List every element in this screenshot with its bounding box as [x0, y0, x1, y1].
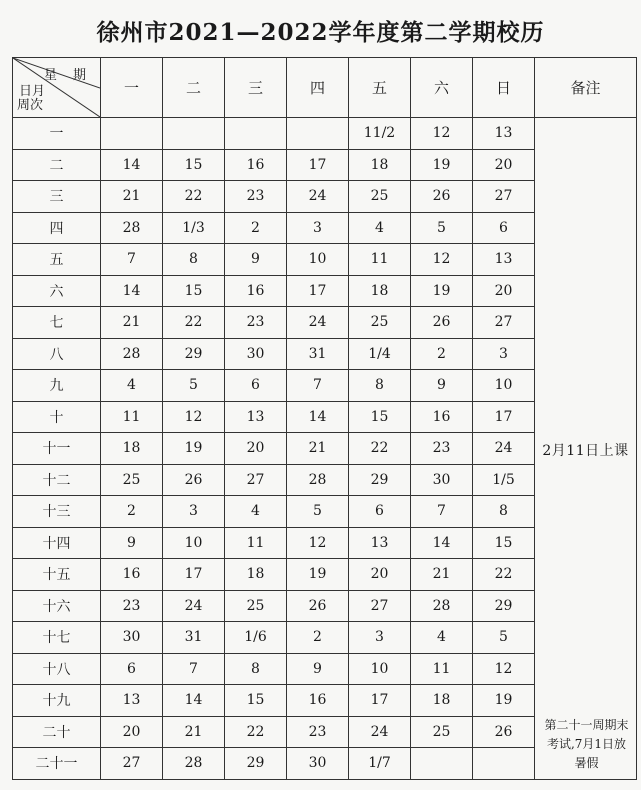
date-cell: 4	[349, 212, 411, 244]
week-label: 三	[13, 181, 101, 213]
date-cell: 27	[473, 181, 535, 213]
date-cell: 27	[349, 590, 411, 622]
date-cell: 2	[101, 496, 163, 528]
date-cell: 30	[101, 622, 163, 654]
date-cell: 18	[349, 275, 411, 307]
date-cell: 25	[101, 464, 163, 496]
date-cell: 5	[411, 212, 473, 244]
week-label: 二十	[13, 716, 101, 748]
date-cell: 1/3	[163, 212, 225, 244]
week-label: 十二	[13, 464, 101, 496]
date-cell: 4	[101, 370, 163, 402]
date-cell: 5	[287, 496, 349, 528]
week-label: 九	[13, 370, 101, 402]
date-cell: 3	[349, 622, 411, 654]
week-label: 十九	[13, 685, 101, 717]
date-cell: 11	[349, 244, 411, 276]
date-cell: 7	[411, 496, 473, 528]
header-row	[13, 58, 637, 118]
date-cell: 7	[101, 244, 163, 276]
date-cell: 26	[163, 464, 225, 496]
date-cell: 14	[411, 527, 473, 559]
week-label: 二十一	[13, 748, 101, 780]
week-label: 十六	[13, 590, 101, 622]
date-cell: 8	[473, 496, 535, 528]
date-cell: 12	[473, 653, 535, 685]
date-cell: 29	[349, 464, 411, 496]
date-cell: 21	[287, 433, 349, 465]
date-cell: 16	[101, 559, 163, 591]
date-cell: 29	[473, 590, 535, 622]
calendar-body	[13, 118, 637, 780]
remark-final-exams: 第二十一周期末考试,7月1日放暑假	[544, 717, 629, 770]
date-cell	[163, 118, 225, 150]
date-cell: 31	[287, 338, 349, 370]
date-cell: 22	[163, 307, 225, 339]
date-cell: 2	[287, 622, 349, 654]
date-cell: 16	[411, 401, 473, 433]
date-cell: 17	[473, 401, 535, 433]
corner-header	[13, 58, 101, 118]
date-cell: 21	[411, 559, 473, 591]
date-cell: 16	[225, 275, 287, 307]
date-cell: 22	[163, 181, 225, 213]
date-cell: 6	[473, 212, 535, 244]
date-cell: 14	[287, 401, 349, 433]
date-cell: 3	[163, 496, 225, 528]
date-cell: 23	[225, 181, 287, 213]
calendar-table	[12, 57, 637, 780]
date-cell: 22	[473, 559, 535, 591]
date-cell: 20	[101, 716, 163, 748]
date-cell: 24	[287, 181, 349, 213]
date-cell: 16	[225, 149, 287, 181]
date-cell: 5	[473, 622, 535, 654]
date-cell: 28	[163, 748, 225, 780]
week-label: 八	[13, 338, 101, 370]
date-cell: 21	[101, 307, 163, 339]
week-label: 十八	[13, 653, 101, 685]
week-label: 五	[13, 244, 101, 276]
date-cell: 30	[411, 464, 473, 496]
date-cell: 12	[163, 401, 225, 433]
date-cell: 29	[163, 338, 225, 370]
date-cell: 27	[101, 748, 163, 780]
date-cell: 1/5	[473, 464, 535, 496]
date-cell: 19	[473, 685, 535, 717]
date-cell: 13	[473, 118, 535, 150]
page-title: 徐州市2021—2022学年度第二学期校历	[96, 19, 545, 46]
date-cell: 21	[163, 716, 225, 748]
date-cell: 26	[473, 716, 535, 748]
day-header-mon: 一	[101, 58, 163, 118]
week-label: 十三	[13, 496, 101, 528]
week-label: 十	[13, 401, 101, 433]
date-cell: 15	[163, 149, 225, 181]
date-cell: 11/2	[349, 118, 411, 150]
date-cell: 12	[411, 244, 473, 276]
date-cell: 21	[101, 181, 163, 213]
date-cell: 9	[101, 527, 163, 559]
date-cell: 9	[411, 370, 473, 402]
date-cell: 27	[225, 464, 287, 496]
date-cell: 22	[349, 433, 411, 465]
day-header-thu: 四	[287, 58, 349, 118]
remarks-header: 备注	[535, 58, 637, 118]
date-cell: 20	[225, 433, 287, 465]
date-cell: 17	[349, 685, 411, 717]
date-cell: 19	[287, 559, 349, 591]
date-cell: 25	[349, 181, 411, 213]
date-cell: 24	[287, 307, 349, 339]
date-cell: 13	[473, 244, 535, 276]
date-cell: 8	[225, 653, 287, 685]
date-cell: 12	[287, 527, 349, 559]
date-cell: 18	[101, 433, 163, 465]
date-cell: 12	[411, 118, 473, 150]
date-cell: 28	[101, 338, 163, 370]
date-cell: 18	[411, 685, 473, 717]
date-cell: 11	[411, 653, 473, 685]
corner-label-week: 周次	[17, 98, 44, 113]
date-cell: 28	[411, 590, 473, 622]
week-label: 二	[13, 149, 101, 181]
date-cell: 15	[225, 685, 287, 717]
remark-classes-start: 2月11日上课	[542, 442, 629, 459]
remarks-cell	[535, 118, 637, 780]
date-cell: 4	[225, 496, 287, 528]
date-cell: 5	[163, 370, 225, 402]
date-cell: 16	[287, 685, 349, 717]
date-cell: 29	[225, 748, 287, 780]
day-header-fri: 五	[349, 58, 411, 118]
date-cell: 23	[101, 590, 163, 622]
date-cell: 20	[349, 559, 411, 591]
week-label: 十五	[13, 559, 101, 591]
corner-label-weekday: 星 期	[43, 68, 92, 83]
day-header-tue: 二	[163, 58, 225, 118]
date-cell: 7	[163, 653, 225, 685]
date-cell: 14	[101, 149, 163, 181]
date-cell: 30	[225, 338, 287, 370]
date-cell: 10	[349, 653, 411, 685]
date-cell: 15	[163, 275, 225, 307]
date-cell: 24	[349, 716, 411, 748]
date-cell: 28	[287, 464, 349, 496]
date-cell: 25	[411, 716, 473, 748]
date-cell: 13	[349, 527, 411, 559]
day-header-sun: 日	[473, 58, 535, 118]
date-cell: 4	[411, 622, 473, 654]
date-cell: 26	[287, 590, 349, 622]
date-cell: 20	[473, 275, 535, 307]
date-cell: 10	[287, 244, 349, 276]
date-cell: 17	[287, 275, 349, 307]
date-cell: 17	[287, 149, 349, 181]
date-cell: 10	[473, 370, 535, 402]
corner-label-date: 日月	[19, 84, 46, 99]
date-cell: 6	[225, 370, 287, 402]
date-cell: 6	[101, 653, 163, 685]
date-cell: 13	[225, 401, 287, 433]
date-cell: 8	[163, 244, 225, 276]
date-cell: 26	[411, 181, 473, 213]
date-cell: 18	[349, 149, 411, 181]
date-cell: 24	[163, 590, 225, 622]
date-cell: 31	[163, 622, 225, 654]
date-cell: 11	[225, 527, 287, 559]
date-cell	[287, 118, 349, 150]
day-header-wed: 三	[225, 58, 287, 118]
date-cell: 30	[287, 748, 349, 780]
date-cell: 19	[411, 149, 473, 181]
date-cell: 25	[349, 307, 411, 339]
date-cell: 19	[411, 275, 473, 307]
date-cell: 23	[225, 307, 287, 339]
date-cell: 9	[287, 653, 349, 685]
date-cell: 24	[473, 433, 535, 465]
date-cell	[411, 748, 473, 780]
date-cell: 27	[473, 307, 535, 339]
date-cell	[101, 118, 163, 150]
date-cell: 3	[473, 338, 535, 370]
week-label: 十一	[13, 433, 101, 465]
date-cell: 22	[225, 716, 287, 748]
week-label: 四	[13, 212, 101, 244]
date-cell: 10	[163, 527, 225, 559]
date-cell: 14	[101, 275, 163, 307]
date-cell: 15	[349, 401, 411, 433]
week-label: 十七	[13, 622, 101, 654]
week-label: 七	[13, 307, 101, 339]
date-cell: 8	[349, 370, 411, 402]
date-cell: 18	[225, 559, 287, 591]
date-cell: 25	[225, 590, 287, 622]
week-label: 一	[13, 118, 101, 150]
week-label: 六	[13, 275, 101, 307]
date-cell: 2	[411, 338, 473, 370]
date-cell: 23	[411, 433, 473, 465]
date-cell: 14	[163, 685, 225, 717]
date-cell: 15	[473, 527, 535, 559]
date-cell: 7	[287, 370, 349, 402]
date-cell: 2	[225, 212, 287, 244]
date-cell: 23	[287, 716, 349, 748]
week-row	[13, 118, 637, 150]
date-cell: 17	[163, 559, 225, 591]
date-cell: 1/7	[349, 748, 411, 780]
date-cell: 6	[349, 496, 411, 528]
date-cell: 19	[163, 433, 225, 465]
week-label: 十四	[13, 527, 101, 559]
date-cell: 1/4	[349, 338, 411, 370]
date-cell: 1/6	[225, 622, 287, 654]
date-cell: 28	[101, 212, 163, 244]
date-cell: 26	[411, 307, 473, 339]
date-cell: 11	[101, 401, 163, 433]
date-cell: 20	[473, 149, 535, 181]
date-cell	[225, 118, 287, 150]
day-header-sat: 六	[411, 58, 473, 118]
date-cell: 13	[101, 685, 163, 717]
date-cell: 9	[225, 244, 287, 276]
date-cell: 3	[287, 212, 349, 244]
date-cell	[473, 748, 535, 780]
